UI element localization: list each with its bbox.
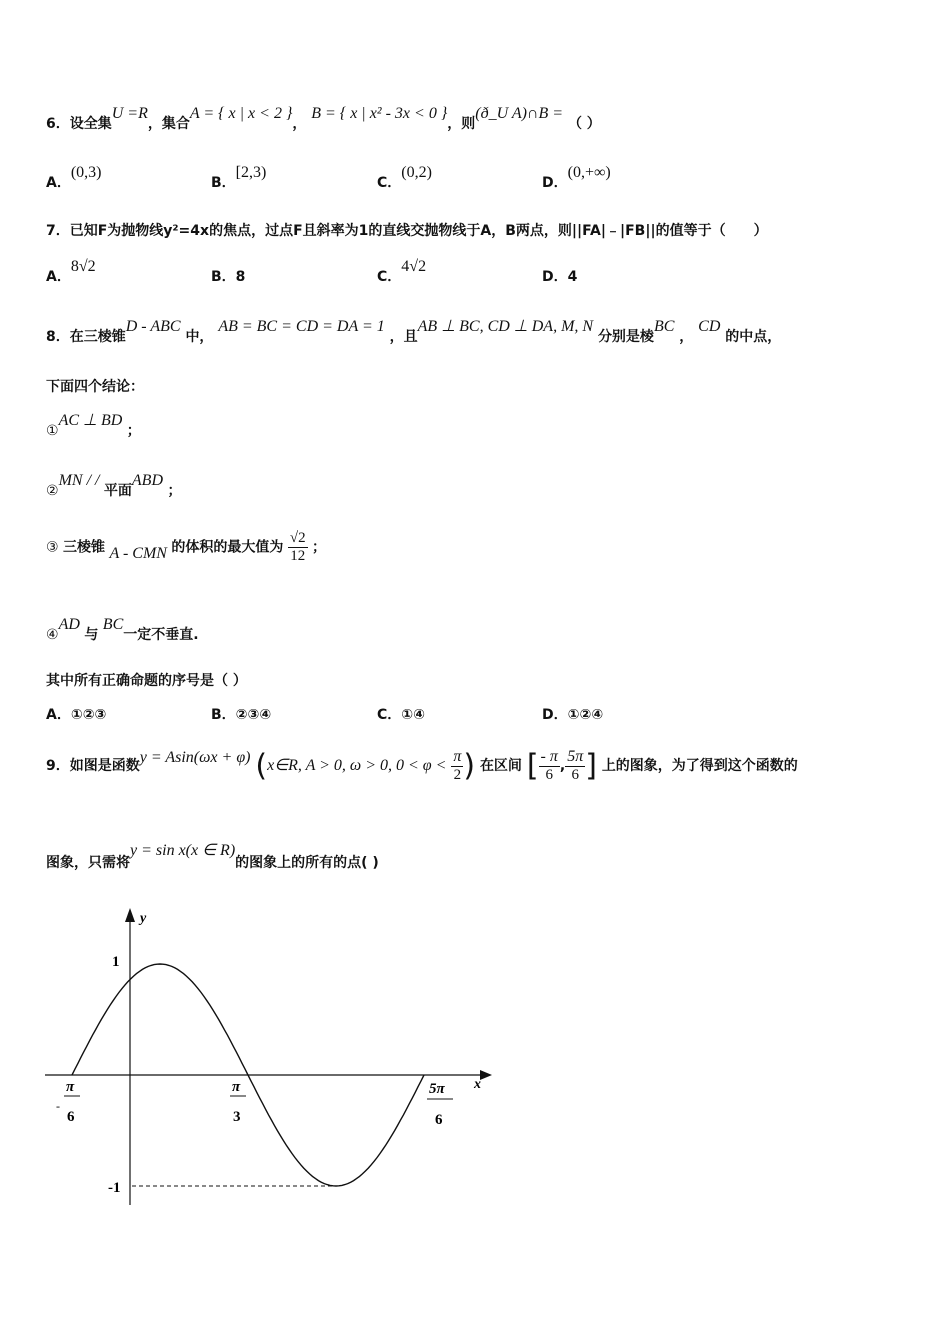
- q9-text: 上的图象，为了得到这个函数的: [601, 758, 798, 774]
- x-tick-1-num: π: [66, 1079, 75, 1095]
- option-value: [2,3): [235, 164, 267, 181]
- q9-interval-right: [565, 748, 585, 784]
- x-axis-arrow-icon: [480, 1070, 492, 1080]
- q8-text: 中，: [185, 329, 214, 345]
- option-label: B．: [211, 175, 236, 191]
- conclusion-mark: ①: [46, 423, 59, 439]
- q8-expr: AB ⊥ BC, CD ⊥ DA, M, N: [417, 318, 594, 335]
- q9-right-paren: ): [463, 748, 476, 784]
- q9-left-bracket: [: [526, 748, 539, 784]
- x-axis-label: x: [474, 1077, 481, 1092]
- q6-option-b: [211, 164, 267, 192]
- q8-expr: AB = BC = CD = DA = 1: [218, 318, 385, 335]
- conclusion-text: 一定不垂直.: [123, 627, 199, 643]
- x-tick-1-den: 6: [67, 1109, 75, 1125]
- option-value: ①②③: [70, 707, 107, 723]
- q9-stem-line2: [46, 842, 379, 872]
- q8-conclusion-1: [46, 412, 141, 440]
- q8-stem: [46, 318, 782, 346]
- q8-expr: CD: [698, 318, 721, 335]
- option-value: (0,+∞): [567, 164, 611, 181]
- q9-conditions: x∈R, A > 0, ω > 0, 0 < φ <: [267, 757, 447, 774]
- q7-stem: 7．已知F为抛物线y²=4x的焦点，过点F且斜率为1的直线交抛物线于A，B两点，则||FA|﹣|FB||的值等于（ ）: [46, 223, 768, 239]
- q8-conclusion-3: [46, 530, 326, 565]
- x-tick-2-den: 3: [233, 1109, 241, 1125]
- option-value: ①②④: [567, 707, 604, 723]
- q9-text: 图象，只需将: [46, 855, 130, 871]
- x-tick-1-minus: -: [56, 1099, 60, 1113]
- x-tick-2-num: π: [232, 1079, 241, 1095]
- q6-text: ，集合: [147, 116, 190, 132]
- x-tick-3-den: 6: [435, 1112, 443, 1128]
- option-value: 4√2: [401, 258, 427, 275]
- fraction-numerator: - π: [540, 748, 558, 765]
- q6-prefix: 6．设全集: [46, 116, 112, 132]
- q8-option-c: [377, 704, 425, 724]
- fraction-denominator: 6: [545, 767, 553, 783]
- fraction-numerator: π: [453, 748, 462, 765]
- q9-function: y = Asin(ωx + φ): [139, 749, 251, 766]
- q6-stem: [46, 105, 601, 133]
- conclusion-end: ；: [126, 423, 141, 439]
- option-value: ①④: [401, 707, 425, 723]
- q6-set-b: B = { x | x² - 3x < 0 }: [311, 105, 448, 122]
- q6-sep: ，: [292, 116, 307, 132]
- q7-option-d: [542, 266, 577, 286]
- q9-stem: 9．如图是函数y = Asin(ωx + φ) (x∈R, A > 0, ω > 0, 0 < φ < $\frac{\pi}{2}$ ) 在区间 [ $\frac{- \pi}{6}$ , $\frac{5\pi}{6}$ ] 上的图象，为了得到这个函数的: [46, 748, 798, 784]
- conclusion-mark: ③: [46, 539, 59, 556]
- option-value: (0,3): [70, 164, 102, 181]
- fraction-numerator: √2: [289, 530, 306, 546]
- q8-conclusion-2: [46, 472, 182, 500]
- fraction-denominator: 6: [571, 767, 579, 783]
- q9-text: 9．如图是函数: [46, 758, 140, 774]
- conclusion-expr: A - CMN: [109, 544, 167, 562]
- fraction-numerator: 5π: [567, 748, 584, 765]
- q9-right-bracket: ]: [585, 748, 597, 784]
- conclusion-expr: BC: [102, 616, 124, 633]
- option-label: A．: [46, 707, 71, 723]
- q8-text: 的中点，: [725, 329, 782, 345]
- conclusion-mark: ②: [46, 483, 59, 499]
- y-tick-minus-1: -1: [108, 1180, 121, 1196]
- option-value: 4: [567, 269, 578, 285]
- fraction-denominator: 2: [453, 767, 462, 783]
- option-label: C．: [377, 707, 402, 723]
- q8-text: 分别是棱: [597, 329, 654, 345]
- q9-text: 在区间: [479, 758, 522, 774]
- q9-function-graph: [40, 900, 500, 1210]
- option-value: ②③④: [235, 707, 272, 723]
- q7-option-c: [377, 258, 427, 286]
- option-label: A．: [46, 269, 71, 285]
- q6-universal-set: U =R: [111, 105, 148, 122]
- q6-result-expr: (ð_U A)∩B =: [475, 105, 564, 122]
- option-value: 8: [235, 269, 246, 285]
- conclusion-text: 的体积的最大值为: [171, 539, 284, 556]
- q8-intro: 下面四个结论：: [46, 379, 144, 395]
- q8-option-a: [46, 704, 106, 724]
- option-label: B．: [211, 707, 236, 723]
- conclusion-end: ；: [312, 539, 327, 556]
- q6-option-c: [377, 164, 432, 192]
- q8-text: ，: [679, 329, 694, 345]
- option-label: D．: [542, 707, 568, 723]
- option-label: D．: [542, 269, 568, 285]
- conclusion-text: 与: [84, 627, 99, 643]
- conclusion-text: 三棱锥: [63, 539, 106, 556]
- option-label: C．: [377, 175, 402, 191]
- y-axis-label: y: [140, 911, 147, 926]
- option-value: 8√2: [70, 258, 96, 275]
- q9-left-paren: (: [255, 748, 268, 784]
- conclusion-text: 平面: [103, 483, 132, 499]
- conclusion-expr: AD: [58, 616, 80, 633]
- q9-base-function: y = sin x(x ∈ R): [130, 842, 236, 859]
- y-tick-1: 1: [112, 954, 120, 970]
- q8-text: ，且: [389, 329, 418, 345]
- option-value: (0,2): [401, 164, 432, 181]
- q8-conclusion-4: [46, 616, 199, 644]
- q8-expr: BC: [653, 318, 675, 335]
- q9-phi-bound: [451, 748, 463, 784]
- conclusion-expr: MN / /: [58, 472, 100, 489]
- y-axis-arrow-icon: [125, 908, 135, 922]
- option-label: A．: [46, 175, 71, 191]
- q6-set-a: A = { x | x < 2 }: [189, 105, 293, 122]
- q7-option-a: [46, 258, 96, 286]
- q6-text-then: ，则: [447, 116, 476, 132]
- q8-max-volume-fraction: [288, 530, 308, 565]
- conclusion-expr: AC ⊥ BD: [58, 412, 123, 429]
- option-label: B．: [211, 269, 236, 285]
- option-label: D．: [542, 175, 568, 191]
- q8-option-b: [211, 704, 271, 724]
- q6-paren: （ ）: [567, 116, 601, 132]
- x-tick-3-num: 5π: [429, 1081, 445, 1097]
- conclusion-mark: ④: [46, 627, 59, 643]
- fraction-denominator: 12: [290, 548, 306, 564]
- q7-option-b: [211, 266, 245, 286]
- q9-interval-left: [539, 748, 560, 784]
- conclusion-expr: ABD: [131, 472, 164, 489]
- q8-option-d: [542, 704, 603, 724]
- conclusion-end: ；: [167, 483, 182, 499]
- option-label: C．: [377, 269, 402, 285]
- q9-text: 的图象上的所有的点( ): [235, 855, 379, 871]
- q8-ask: 其中所有正确命题的序号是（ ）: [46, 673, 247, 689]
- q6-option-a: [46, 164, 102, 192]
- q8-text: 8．在三棱锥: [46, 329, 126, 345]
- q6-option-d: [542, 164, 611, 192]
- q8-expr: D - ABC: [125, 318, 181, 335]
